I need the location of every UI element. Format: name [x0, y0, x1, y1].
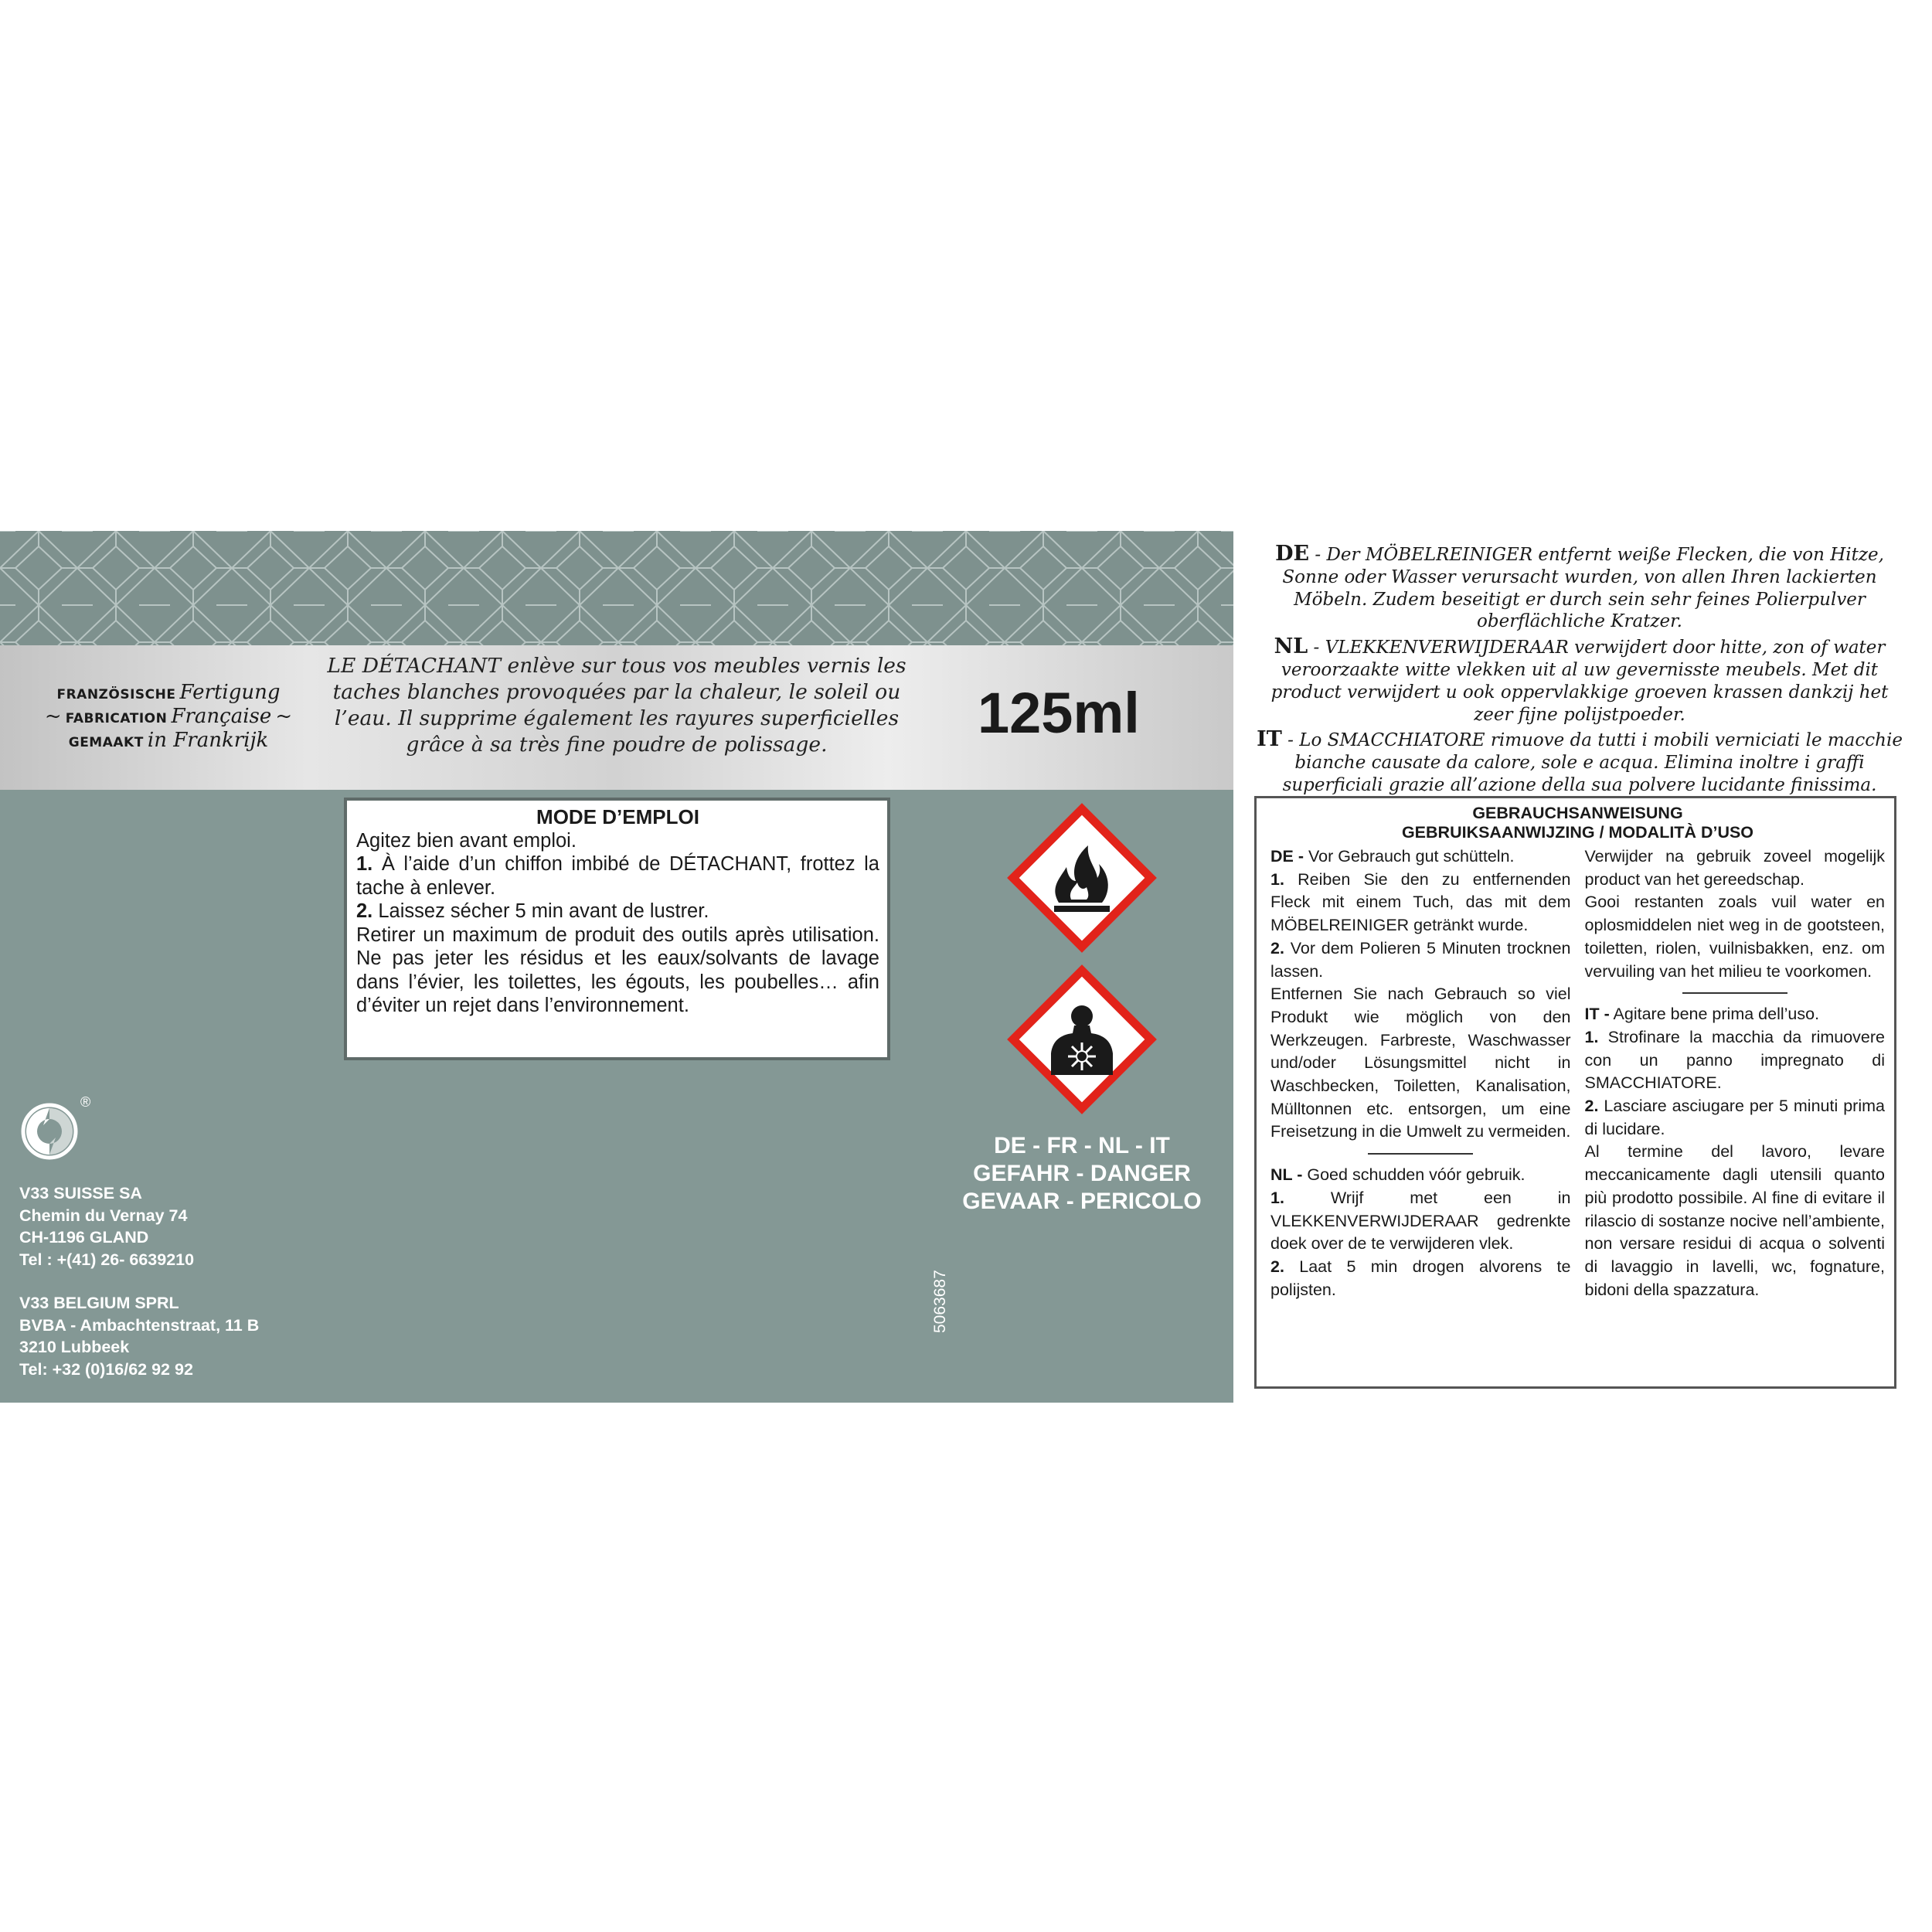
origin-statement — [29, 682, 308, 753]
nl-step1-text: Wrijf met een in VLEKKENVERWIJDERAAR gedrenkte doek over de te verwijderen vlek. — [1270, 1188, 1571, 1253]
instructions-multilang-box — [1254, 796, 1896, 1389]
it-step2-text: Lasciare asciugare per 5 minuti prima di lucidare. — [1584, 1097, 1885, 1138]
product-code: 5063687 — [931, 1270, 949, 1333]
hazard-languages: DE - FR - NL - IT — [994, 1133, 1170, 1158]
product-intro — [315, 653, 918, 758]
origin-fr-italic: Française — [171, 705, 272, 728]
hazard-line2: GEVAAR - PERICOLO — [962, 1189, 1202, 1214]
it-shake-text: Agitare bene prima dell’uso. — [1609, 1005, 1820, 1024]
volume: 125ml — [978, 681, 1140, 745]
nl-step1 — [1270, 1187, 1571, 1256]
instructions-fr-shake: Agitez bien avant emploi. — [356, 829, 577, 852]
step2-number: 2. — [356, 900, 373, 922]
description-de-text: - Der MÖBELREINIGER entfernt weiße Flecken, die von Hitze, Sonne oder Wasser verursacht wurden, von allen Ihren lackierten Möbeln. Zudem beseitigt er durch sein sehr feines Polierpulver oberflächliche Kratzer. — [1282, 545, 1884, 632]
address-line: V33 BELGIUM SPRL — [19, 1294, 179, 1312]
address-line: 3210 Lubbeek — [19, 1338, 130, 1356]
instructions-fr-title: MODE D’EMPLOI — [536, 805, 699, 828]
instructions-fr-box — [344, 798, 890, 1060]
description-nl-text: - VLEKKENVERWIJDERAAR verwijdert door hitte, zon of water veroorzaakte witte vlekken uit al uw gevernisste meubels. Met dit product verwijdert u ook oppervlakkige groeven krassen dankzij het zeer fijne polijstpoeder. — [1270, 638, 1889, 725]
lang-code-nl: NL — [1274, 634, 1308, 659]
nl-step2-text: Laat 5 min drogen alvorens te polijsten. — [1270, 1257, 1571, 1299]
green-dot-icon — [11, 1091, 96, 1165]
de-shake — [1270, 845, 1571, 869]
de-step1 — [1270, 869, 1571, 937]
address-switzerland — [19, 1182, 194, 1270]
description-it-text: - Lo SMACCHIATORE rimuove da tutti i mobili verniciati le macchie bianche causate da calore, sole e acqua. Elimina inoltre i graffi superficiali grazie all’azione della sua polvere lucidante finissima. — [1281, 730, 1903, 795]
it-step2 — [1585, 1095, 1886, 1141]
product-descriptions — [1253, 543, 1906, 800]
hazard-statement — [951, 1132, 1213, 1216]
de-step2 — [1270, 937, 1571, 983]
registered-mark: ® — [80, 1094, 91, 1110]
origin-nl-italic: in Frankrijk — [147, 729, 269, 752]
de-step2-text: Vor dem Polieren 5 Minuten trocknen lassen. — [1270, 938, 1571, 981]
de-step1-text: Reiben Sie den zu entfernenden Fleck mit einem Tuch, das mit dem MÖBELREINIGER getränkt wurde. — [1270, 869, 1571, 935]
address-line: V33 SUISSE SA — [19, 1184, 142, 1202]
step1-number: 1. — [356, 853, 373, 875]
address-belgium — [19, 1292, 259, 1380]
intro-text: enlève sur tous vos meubles vernis les taches blanches provoquées par la chaleur, le soleil ou l’eau. Il supprime également les rayures superficielles grâce à sa très fine poudre de polissage. — [332, 654, 906, 757]
nl-disposal-2: Gooi restanten zoals vuil water en oplosmiddelen niet weg in de gootsteen, toiletten, riolen, vuilnisbakken, enz. om vervuiling van het milieu te voorkomen. — [1584, 893, 1885, 981]
hazard-line1: GEFAHR - DANGER — [973, 1161, 1191, 1186]
tilde-left: ~ — [44, 705, 62, 728]
nl-code: NL - — [1270, 1165, 1303, 1185]
step1-text: À l’aide d’un chiffon imbibé de DÉTACHANT, frottez la tache à enlever. — [356, 853, 879, 899]
tilde-right: ~ — [275, 705, 293, 728]
origin-de-caps: FRANZÖSISCHE — [56, 687, 176, 702]
health-hazard-icon — [1005, 962, 1159, 1117]
step2-text: Laissez sécher 5 min avant de lustrer. — [372, 900, 709, 922]
description-it — [1253, 729, 1906, 796]
instructions-fr-step1 — [356, 852, 879, 900]
divider — [1368, 1153, 1473, 1155]
de-step2-number: 2. — [1270, 938, 1284, 957]
nl-shake-text: Goed schudden vóór gebruik. — [1302, 1165, 1526, 1185]
geometric-pattern — [0, 531, 1233, 645]
instructions-column-left — [1270, 845, 1571, 1301]
de-disposal: Entfernen Sie nach Gebrauch so viel Produkt wie möglich von den Werkzeugen. Farbreste, Waschwasser und/oder Lösungsmittel nicht in Waschbecken, Toiletten, Kanalisation, Mülltonnen etc. entsorgen, um eine Freisetzung in die Umwelt zu vermeiden. — [1270, 985, 1571, 1141]
nl-disposal: Verwijder na gebruik zoveel mogelijk product van het gereedschap. — [1584, 847, 1885, 889]
nl-step1-number: 1. — [1270, 1188, 1284, 1207]
divider — [1682, 992, 1787, 994]
nl-step2 — [1270, 1256, 1571, 1301]
it-step2-number: 2. — [1584, 1097, 1599, 1116]
it-code: IT - — [1584, 1005, 1610, 1024]
nl-shake — [1270, 1164, 1571, 1187]
de-code: DE - — [1270, 847, 1304, 866]
de-shake-text: Vor Gebrauch gut schütteln. — [1304, 847, 1515, 866]
description-de — [1253, 543, 1906, 633]
it-step1-number: 1. — [1584, 1027, 1599, 1046]
de-step1-number: 1. — [1270, 869, 1284, 889]
instructions-fr-step2 — [356, 900, 879, 923]
it-shake — [1585, 1003, 1886, 1026]
instructions-column-right — [1585, 845, 1886, 1301]
description-nl — [1253, 636, 1906, 726]
lang-code-it: IT — [1257, 727, 1282, 752]
lang-code-de: DE — [1275, 542, 1310, 566]
nl-step2-number: 2. — [1270, 1257, 1284, 1276]
instructions-fr-disposal: Retirer un maximum de produit des outils après utilisation. Ne pas jeter les résidus et les eaux/solvants de lavage dans l’évier, les toilettes, les égouts, les poubelles… afin d’éviter un rejet dans l’environnement. — [356, 923, 879, 1016]
address-phone: Tel: +32 (0)16/62 92 92 — [19, 1359, 193, 1379]
address-line: CH-1196 GLAND — [19, 1228, 149, 1247]
origin-fr-caps: FABRICATION — [65, 711, 168, 726]
address-line: BVBA - Ambachtenstraat, 11 B — [19, 1315, 260, 1335]
flame-icon — [1005, 801, 1159, 955]
it-step1 — [1585, 1026, 1886, 1095]
it-step1-text: Strofinare la macchia da rimuovere con un panno impregnato di SMACCHIATORE. — [1584, 1027, 1885, 1093]
origin-nl-caps: GEMAAKT — [68, 735, 144, 750]
instructions-title-nl-it: GEBRUIKSAANWIJZING / MODALITÀ D’USO — [1401, 823, 1754, 842]
origin-de-italic: Fertigung — [179, 681, 281, 704]
instructions-title-de: GEBRAUCHSANWEISUNG — [1472, 804, 1683, 822]
it-disposal: Al termine del lavoro, levare meccanicamente dagli utensili quanto più prodotto possibile. Al fine di evitare il rilascio di sostanze nocive nell’ambiente, non versare residui di acqua o solventi di lavaggio in lavelli, wc, fognature, bidoni della spazzatura. — [1584, 1142, 1885, 1299]
address-phone: Tel : +(41) 26- 6639210 — [19, 1250, 195, 1269]
address-line: Chemin du Vernay 74 — [19, 1206, 188, 1225]
intro-product-name: LE DÉTACHANT — [327, 654, 502, 678]
